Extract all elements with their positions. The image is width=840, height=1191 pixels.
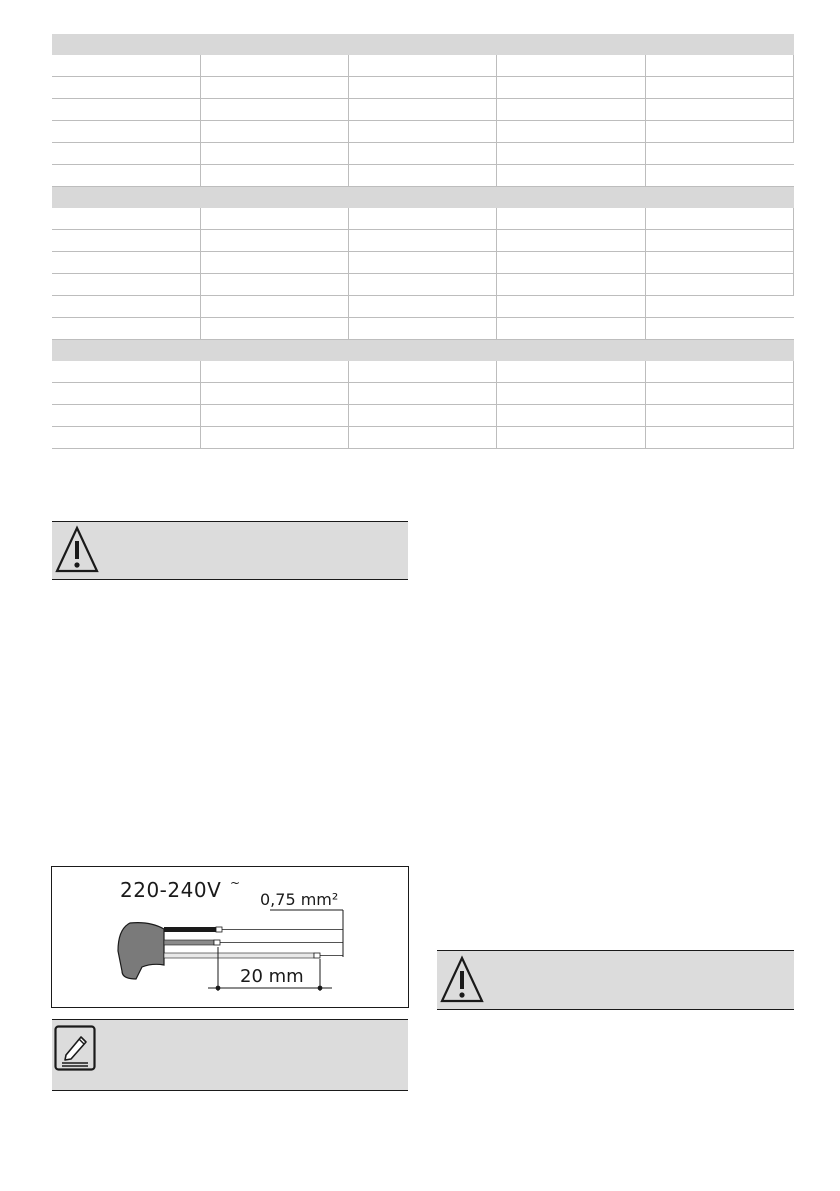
cross-section-label: 0,75 mm² xyxy=(260,890,339,909)
table-row xyxy=(52,361,794,383)
table-row xyxy=(52,99,794,121)
strip-length-label: 20 mm xyxy=(240,966,304,987)
table-row xyxy=(52,77,794,99)
table-row xyxy=(52,230,794,252)
table-row xyxy=(52,55,794,77)
warning-callout xyxy=(437,950,794,1010)
cable-strip-illustration xyxy=(52,867,408,1007)
warning-triangle-icon xyxy=(54,525,100,575)
table-row xyxy=(52,143,794,165)
table-row xyxy=(52,252,794,274)
warning-callout xyxy=(52,521,408,580)
voltage-label: 220-240V xyxy=(120,878,222,902)
wiring-diagram xyxy=(51,866,409,1008)
table-row xyxy=(52,427,794,449)
table-row xyxy=(52,165,794,187)
pencil-note-icon xyxy=(54,1025,96,1071)
table-row xyxy=(52,318,794,340)
table-row xyxy=(52,296,794,318)
table-section-header xyxy=(52,187,794,209)
table-row xyxy=(52,208,794,230)
table-row xyxy=(52,405,794,427)
cable-sheath xyxy=(118,923,164,979)
table-section-header xyxy=(52,340,794,362)
spec-table xyxy=(52,34,794,449)
table-section-header xyxy=(52,34,794,55)
table-row xyxy=(52,121,794,143)
table-row xyxy=(52,383,794,405)
table-row xyxy=(52,274,794,296)
note-callout xyxy=(52,1019,408,1091)
voltage-symbol: ~ xyxy=(230,876,241,890)
warning-triangle-icon xyxy=(439,955,485,1005)
